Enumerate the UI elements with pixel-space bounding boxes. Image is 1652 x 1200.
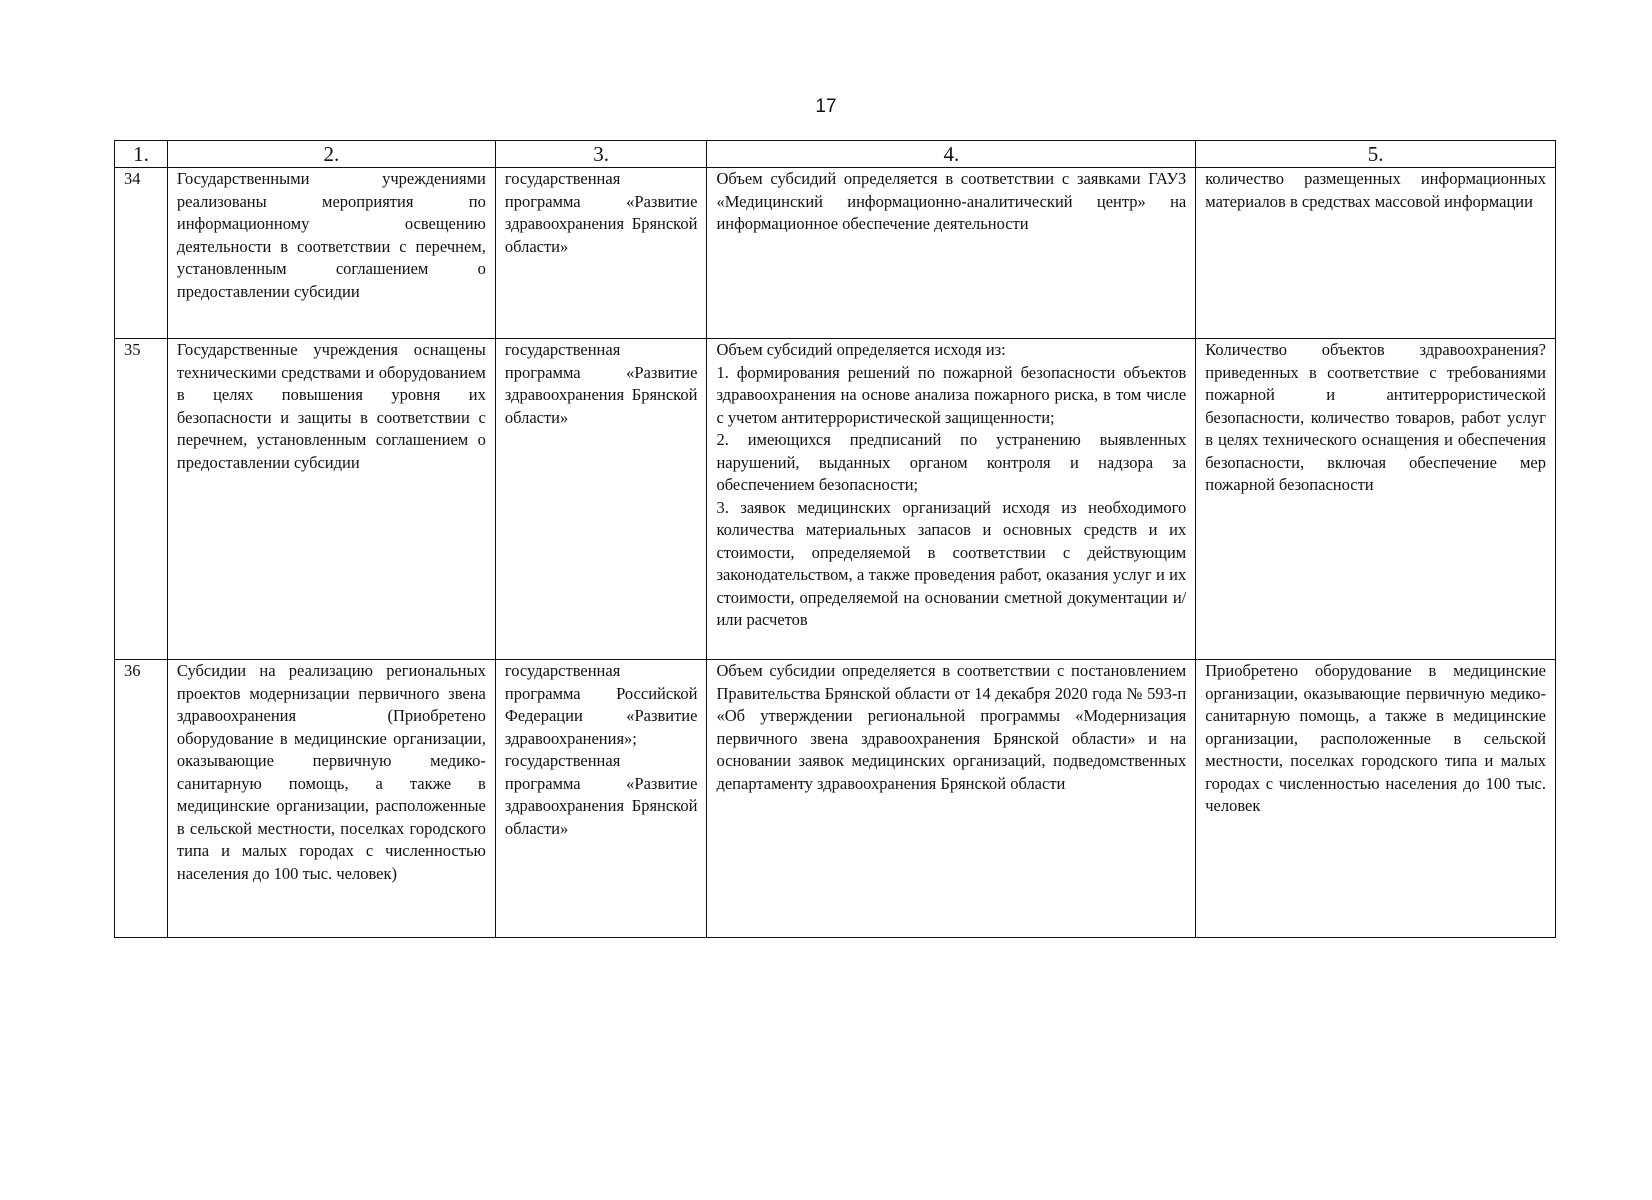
program-cell: государственная программа «Развитие здравоохранения Брянской области» xyxy=(495,168,707,339)
row-number: 34 xyxy=(115,168,168,339)
method-paragraph: 3. заявок медицинских организаций исходя из необходимого количества материальных запасов и основных средств и их стоимости, определяемой в соответствии с действующим законодательством, а также проведения работ, оказания услуг и их стоимости, определяемой на основании сметной документации и/или расчетов xyxy=(716,497,1187,629)
method-paragraph: 2. имеющихся предписаний по устранению выявленных нарушений, выданных органом контроля и надзора за обеспечением безопасности; xyxy=(716,430,1187,494)
indicator-cell: количество размещенных информационных материалов в средствах массовой информации xyxy=(1196,168,1556,339)
row-number: 35 xyxy=(115,339,168,660)
result-cell: Государственные учреждения оснащены техническими средствами и оборудованием в целях повышения уровня их безопасности и защиты в соответствии с перечнем, установленным соглашением о предоставлении субсидии xyxy=(167,339,495,660)
program-cell: государственная программа Российской Федерации «Развитие здравоохранения»; государственная программа «Развитие здравоохранения Брянской области» xyxy=(495,660,707,938)
row-number: 36 xyxy=(115,660,168,938)
result-cell: Государственными учреждениями реализованы мероприятия по информационному освещению деятельности в соответствии с перечнем, установленным соглашением о предоставлении субсидии xyxy=(167,168,495,339)
method-paragraph: Объем субсидий определяется исходя из: xyxy=(716,340,1006,359)
table-header-row xyxy=(115,141,1556,168)
table-row xyxy=(115,660,1556,938)
table-row xyxy=(115,339,1556,660)
indicator-cell: Приобретено оборудование в медицинские организации, оказывающие первичную медико-санитарную помощь, а также в медицинские организации, расположенные в сельской местности, поселках городского типа и малых городах с численностью населения до 100 тыс. человек xyxy=(1196,660,1556,938)
column-header-5: 5. xyxy=(1196,141,1556,168)
column-header-2: 2. xyxy=(167,141,495,168)
method-paragraph: Объем субсидий определяется в соответствии с заявками ГАУЗ «Медицинский информационно-аналитический центр» на информационное обеспечение деятельности xyxy=(716,169,1187,233)
method-paragraph: 1. формирования решений по пожарной безопасности объектов здравоохранения на основе анализа пожарного риска, в том числе с учетом антитеррористической защищенности; xyxy=(716,362,1187,427)
indicator-cell: Количество объектов здравоохранения? приведенных в соответствие с требованиями пожарной и антитеррористической безопасности, количество товаров, работ услуг в целях технического оснащения и обеспечения безопасности, включая обеспечение мер пожарной безопасности xyxy=(1196,339,1556,660)
method-cell xyxy=(707,339,1196,660)
program-cell: государственная программа «Развитие здравоохранения Брянской области» xyxy=(495,339,707,660)
method-paragraph: Объем субсидии определяется в соответствии с постановлением Правительства Брянской области от 14 декабря 2020 года № 593-п «Об утверждении региональной программы «Модернизация первичного звена здравоохранения Брянской области» и на основании заявок медицинских организаций, подведомственных департаменту здравоохранения Брянской области xyxy=(716,661,1187,793)
column-header-3: 3. xyxy=(495,141,707,168)
method-cell xyxy=(707,168,1196,339)
page-number: 17 xyxy=(815,96,837,117)
method-cell xyxy=(707,660,1196,938)
table-row xyxy=(115,168,1556,339)
document-table xyxy=(114,140,1556,938)
result-cell: Субсидии на реализацию региональных проектов модернизации первичного звена здравоохранения (Приобретено оборудование в медицинские организации, оказывающие первичную медико-санитарную помощь, а также в медицинские организации, расположенные в сельской местности, поселках городского типа и малых городах с численностью населения до 100 тыс. человек) xyxy=(167,660,495,938)
column-header-4: 4. xyxy=(707,141,1196,168)
column-header-1: 1. xyxy=(115,141,168,168)
